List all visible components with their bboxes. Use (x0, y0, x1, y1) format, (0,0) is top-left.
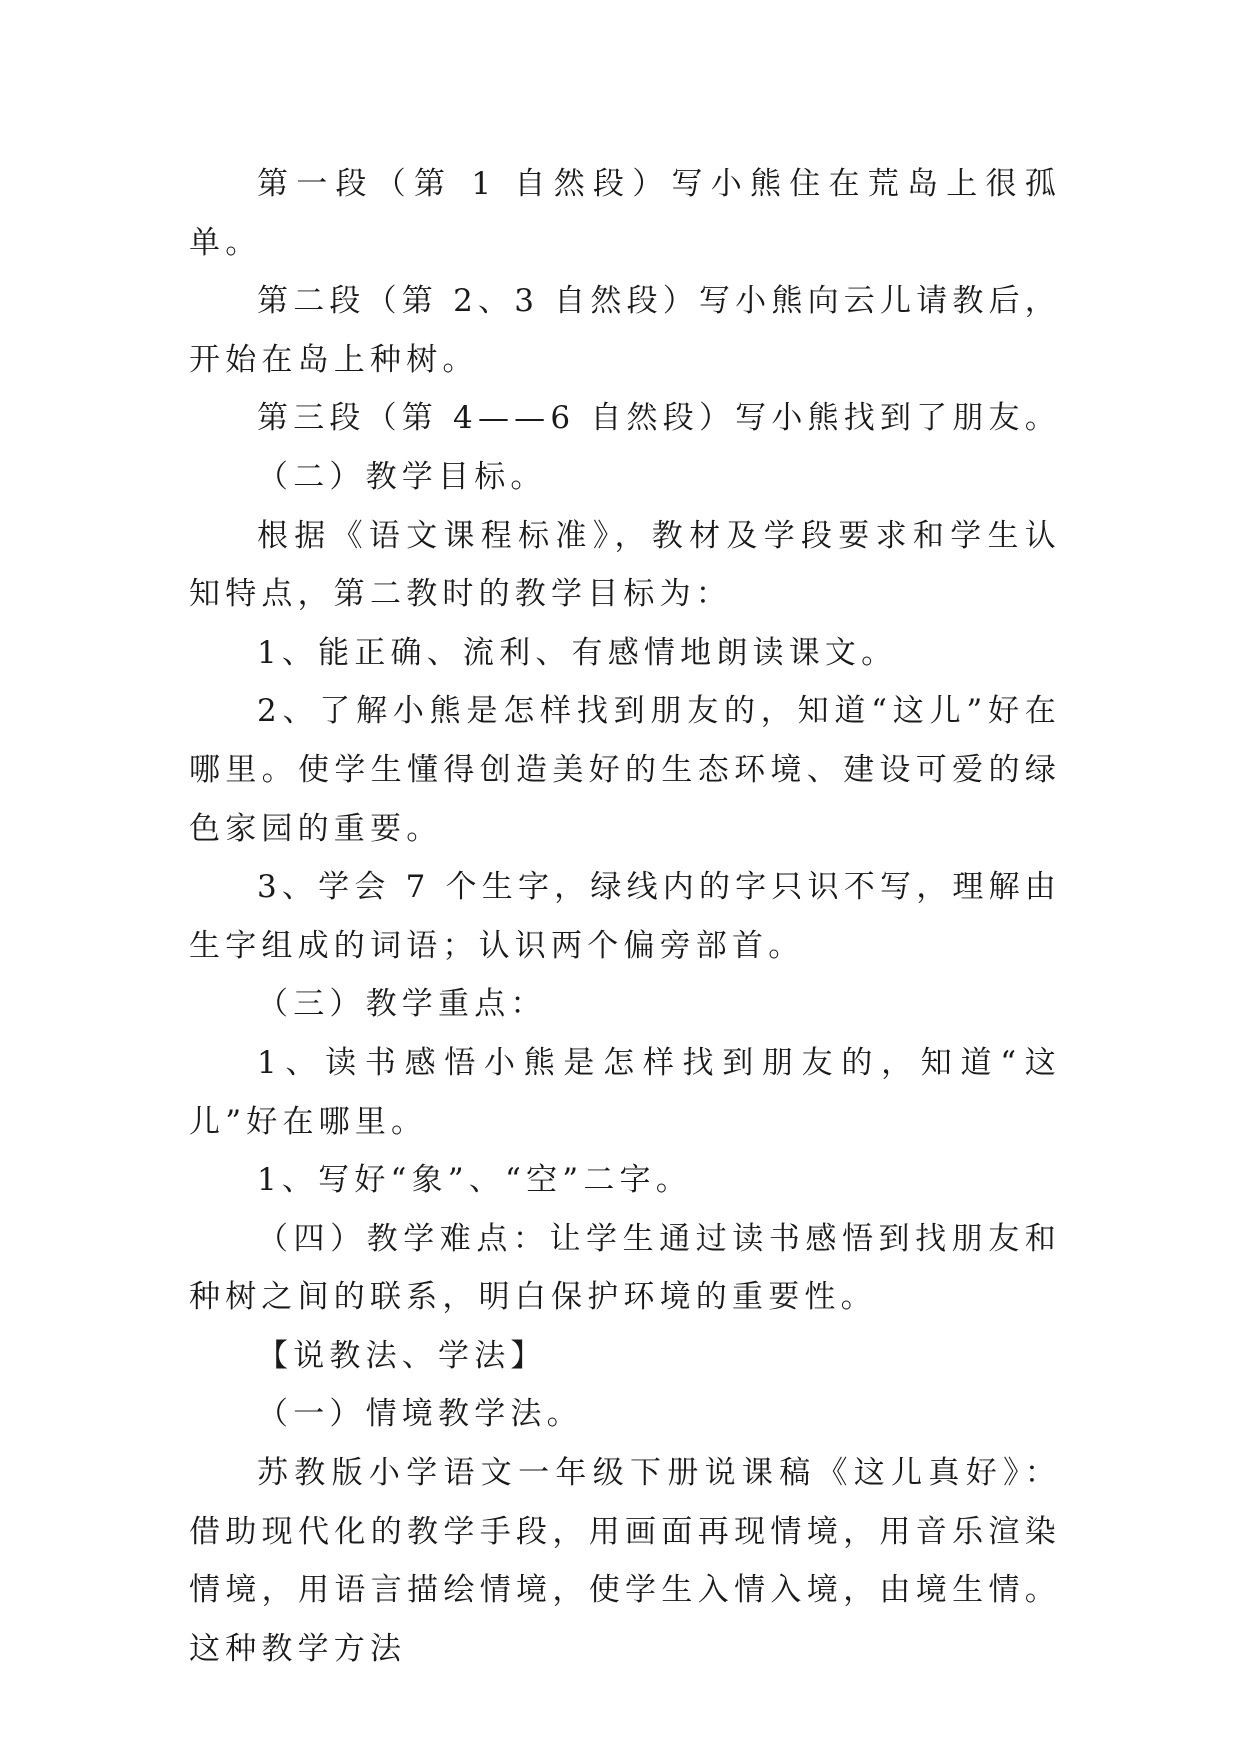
section-heading-objectives: （二）教学目标。 (257, 458, 547, 495)
document-body (189, 155, 1061, 1678)
paragraph-3: 第三段（第 4——6 自然段）写小熊找到了朋友。 (257, 400, 1061, 437)
paragraph-2: 第二段（第 2、3 自然段）写小熊向云儿请教后，开始在岛上种树。 (189, 283, 1061, 378)
objective-3: 3、学会 7 个生字，绿线内的字只识不写，理解由生字组成的词语；认识两个偏旁部首。 (189, 869, 1061, 964)
key-point-2: 1、写好“象”、“空”二字。 (257, 1162, 692, 1199)
paragraph-5: 根据《语文课程标准》，教材及学段要求和学生认知特点，第二教时的教学目标为： (189, 517, 1061, 613)
objective-2: 2、了解小熊是怎样找到朋友的，知道“这儿”好在哪里。使学生懂得创造美好的生态环境、建设可爱的绿色家园的重要。 (189, 693, 1061, 847)
key-point-1: 1、读书感悟小熊是怎样找到朋友的，知道“这儿”好在哪里。 (189, 1044, 1061, 1140)
paragraph-15: 苏教版小学语文一年级下册说课稿《这儿真好》：借助现代化的教学手段，用画面再现情境，用音乐渲染情境，用语言描绘情境，使学生入情入境，由境生情。这种教学方法 (189, 1455, 1061, 1667)
paragraph-1: 第一段（第 1 自然段）写小熊住在荒岛上很孤单。 (189, 166, 1061, 261)
method-heading-1: （一）情境教学法。 (257, 1396, 583, 1433)
section-heading-difficulties: （四）教学难点：让学生通过读书感悟到找朋友和种树之间的联系，明白保护环境的重要性。 (189, 1220, 1061, 1316)
objective-1: 1、能正确、流利、有感情地朗读课文。 (257, 634, 898, 671)
section-heading-methods: 【说教法、学法】 (257, 1337, 547, 1374)
section-heading-key-points: （三）教学重点： (257, 986, 547, 1023)
